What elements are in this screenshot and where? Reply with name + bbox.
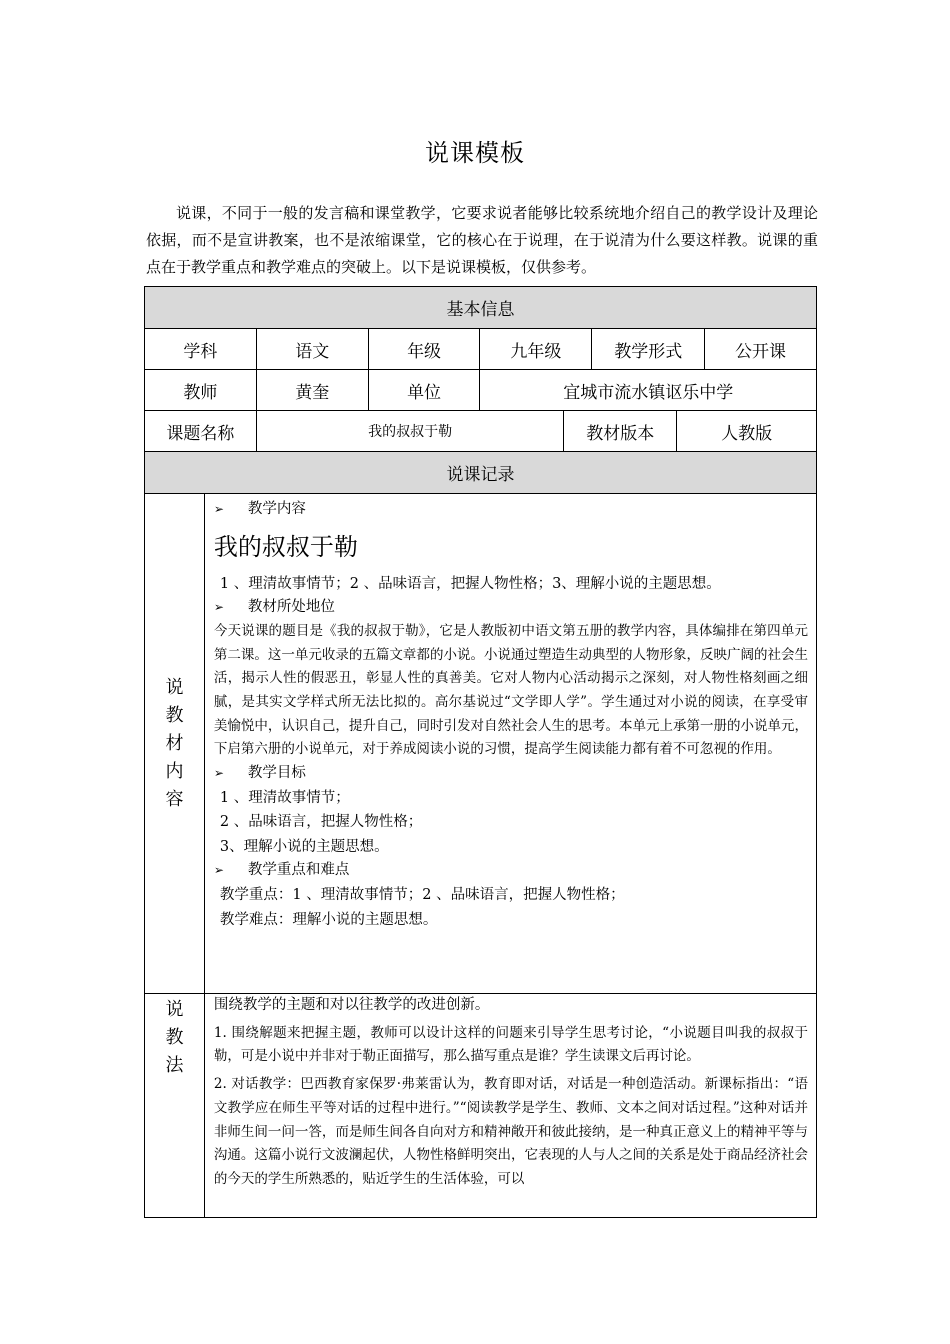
info-row-2: [144, 369, 817, 410]
arrow-bullet-icon: ➢: [213, 600, 224, 615]
difficult-point: 教学难点：理解小说的主题思想。: [219, 911, 438, 928]
heading-teaching-goals: [214, 762, 808, 786]
unit-value: 宜城市流水镇讴乐中学: [480, 370, 817, 410]
method-paragraph-1: 1. 围绕解题来把握主题，教师可以设计这样的问题来引导学生思考讨论，“小说题目叫我的叔叔于勒，可是小说中并非对于勒正面描写，那么描写重点是谁？学生读课文后再讨论。: [213, 1024, 808, 1065]
side-char: 容: [165, 788, 184, 810]
lesson-title-label: 课题名称: [145, 411, 257, 451]
teacher-label: 教师: [145, 370, 257, 410]
grade-value: 九年级: [480, 329, 592, 369]
section-method-row: [144, 993, 817, 1218]
arrow-bullet-icon: ➢: [213, 766, 224, 781]
method-paragraph-2: 2. 对话教学：巴西教育家保罗·弗莱雷认为，教育即对话，对话是一种创造活动。新课标指出：“语文教学应在师生平等对话的过程中进行。”“阅读教学是学生、教师、文本之间对话过程。”这种对话并非师生间一问一答，而是师生间各自向对方和精神敞开和彼此接纳，是一种真正意义上的精神平等与沟通。这篇小说行文波澜起伏，人物性格鲜明突出，它表现的人与人之间的关系是处于商品经济社会的今天的学生所熟悉的，贴近学生的生活体验，可以: [213, 1076, 808, 1187]
heading-textbook-position: [214, 596, 808, 620]
lesson-title-value: 我的叔叔于勒: [257, 411, 565, 451]
heading-key-difficult: [214, 859, 808, 883]
section-method-content: [205, 994, 817, 1217]
basic-info-header-row: [144, 286, 817, 328]
method-intro: 围绕教学的主题和对以往教学的改进创新。: [213, 997, 490, 1013]
arrow-bullet-icon: ➢: [213, 863, 224, 878]
subject-value: 语文: [257, 329, 369, 369]
goal-item: 1 、理清故事情节；: [219, 789, 350, 806]
goal-item: 2 、品味语言，把握人物性格；: [219, 814, 423, 831]
side-char: 教: [165, 704, 184, 726]
record-header-row: [144, 451, 817, 493]
heading-teaching-content: [214, 498, 808, 522]
unit-label: 单位: [369, 370, 481, 410]
subject-label: 学科: [145, 329, 257, 369]
grade-label: 年级: [369, 329, 481, 369]
record-header: 说课记录: [145, 452, 817, 493]
position-paragraph: 今天说课的题目是《我的叔叔于勒》，它是人教版初中语文第五册的教学内容，具体编排在第四单元第二课。这一单元收录的五篇文章都的小说。小说通过塑造生动典型的人物形象，反映广阔的社会生活，揭示人性的假恶丑，彰显人性的真善美。它对人物内心活动揭示之深刻，对人物性格刻画之细腻，是其实文学样式所无法比拟的。高尔基说过“文学即人学”。学生通过对小说的阅读，在享受审美愉悦中，认识自己，提升自己，同时引发对自然社会人生的思考。本单元上承第一册的小说单元，下启第六册的小说单元，对于养成阅读小说的习惯，提高学生阅读能力都有着不可忽视的作用。: [213, 622, 808, 758]
arrow-bullet-icon: ➢: [213, 502, 224, 516]
textbook-version-value: 人教版: [677, 411, 817, 451]
section-textbook-row: [144, 493, 817, 993]
heading-text: 教学重点和难点: [247, 862, 350, 879]
side-char: 内: [165, 760, 184, 782]
textbook-version-label: 教材版本: [564, 411, 677, 451]
heading-text: 教学内容: [247, 501, 306, 517]
intro-paragraph: 说课，不同于一般的发言稿和课堂教学，它要求说者能够比较系统地介绍自己的教学设计及理论依据，而不是宣讲教案，也不是浓缩课堂，它的核心在于说理，在于说清为什么要这样教。说课的重点在于教学重点和教学难点的突破上。以下是说课模板，仅供参考。: [146, 204, 818, 276]
section-textbook-label: [145, 494, 205, 993]
heading-text: 教材所处地位: [247, 599, 335, 616]
teaching-form-label: 教学形式: [592, 329, 705, 369]
info-row-1: [144, 328, 817, 369]
goal-item: 3、理解小说的主题思想。: [219, 838, 389, 855]
section-textbook-content: [205, 494, 817, 993]
side-char: 说: [165, 999, 184, 1020]
basic-info-header: 基本信息: [145, 287, 817, 328]
teacher-value: 黄奎: [257, 370, 369, 410]
content-line: 1 、理清故事情节；2 、品味语言，把握人物性格；3、理解小说的主题思想。: [219, 575, 721, 592]
lesson-table: [144, 286, 817, 1218]
lesson-big-title: 我的叔叔于勒: [213, 532, 358, 561]
heading-text: 教学目标: [247, 765, 306, 782]
key-point: 教学重点：1 、理清故事情节；2 、品味语言，把握人物性格；: [219, 887, 625, 904]
side-char: 法: [165, 1055, 184, 1076]
side-char: 材: [165, 732, 184, 754]
document-title: 说课模板: [425, 139, 525, 167]
side-char: 说: [165, 676, 184, 698]
side-char: 教: [165, 1027, 184, 1048]
section-method-label: [145, 994, 205, 1217]
teaching-form-value: 公开课: [705, 329, 817, 369]
info-row-3: [144, 410, 817, 451]
